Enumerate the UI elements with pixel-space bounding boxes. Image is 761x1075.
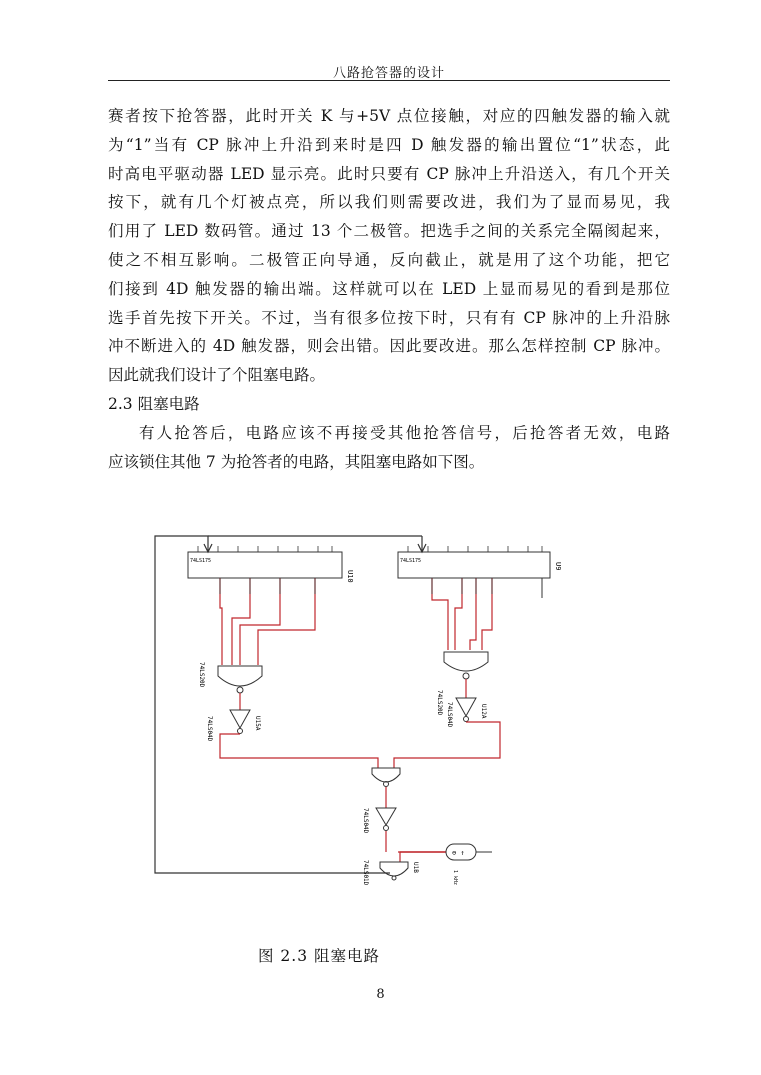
right-nand-gate: [444, 652, 488, 671]
final-gate: [380, 862, 408, 876]
header-rule: [108, 80, 670, 81]
paragraph-line: 按下，就有几个灯被点亮，所以我们则需要改进，我们为了显而易见，我: [108, 193, 670, 212]
right-inverter: [456, 698, 476, 716]
page-number: 8: [376, 987, 385, 1002]
final-gate-part: 74LS01D: [362, 860, 369, 886]
section-heading: 2.3 阻塞电路: [108, 394, 200, 413]
right-nand-label: 74LS20D: [436, 690, 443, 716]
right-nand-bubble: [463, 673, 469, 679]
paragraph-line: 时高电平驱动器 LED 显示亮。此时只要有 CP 脉冲上升沿送入，有几个开关: [108, 164, 670, 183]
clock-label: 1 kHz: [452, 870, 458, 886]
section-paragraph-line: 有人抢答后，电路应该不再接受其他抢答信号，后抢答者无效，电路: [139, 423, 670, 442]
right-chip-output-stubs: [432, 578, 492, 594]
right-flipflop-chip: [398, 552, 550, 578]
bottom-inverter-part: 74LS04D: [362, 808, 369, 834]
paragraph-line: 冲不断进入的 4D 触发器，则会出错。因此要改进。那么怎样控制 CP 脉冲。: [108, 337, 670, 356]
left-inverter-bubble: [238, 729, 243, 734]
left-inverter-part: 74LS04D: [206, 716, 213, 742]
paragraph-line: 们接到 4D 触发器的输出端。这样就可以在 LED 上显而易见的看到是那位: [108, 279, 670, 298]
left-chip-pins: [198, 546, 332, 552]
right-chip-label: U9: [554, 562, 562, 571]
right-to-middle-wire: [394, 722, 500, 768]
final-gate-label: U1B: [412, 862, 419, 873]
middle-nand-gate: [372, 768, 400, 782]
left-nand-bubble: [237, 687, 243, 693]
page-header: 八路抢答器的设计: [332, 66, 445, 81]
left-nand-label: 74LS20D: [198, 662, 205, 688]
final-gate-bubble: [392, 876, 396, 880]
left-nand-gate: [218, 666, 262, 686]
left-to-middle-wire: [220, 734, 378, 768]
section-paragraph-line: 应该锁住其他 7 为抢答者的电路，其阻塞电路如下图。: [108, 452, 485, 471]
clock-wire-top: [400, 852, 446, 862]
right-chip-pins: [408, 546, 542, 552]
clock-source-symbol: ⊖ ↑: [452, 849, 465, 857]
right-inverter-bubble: [464, 717, 469, 722]
circuit-diagram: [150, 490, 710, 920]
right-inverter-part: 74LS04D: [446, 702, 453, 728]
paragraph-line: 因此就我们设计了个阻塞电路。: [108, 366, 326, 385]
left-chip-output-stubs: [220, 578, 315, 594]
paragraph-line: 为“1”当有 CP 脉冲上升沿到来时是四 D 触发器的输出置位“1”状态，此: [108, 135, 670, 154]
figure-caption: 图 2.3 阻塞电路: [258, 947, 381, 965]
body-text: [108, 102, 670, 476]
left-inverter-label: U15A: [254, 716, 261, 731]
paragraph-line: 赛者按下抢答器，此时开关 K 与+5V 点位接触，对应的四触发器的输入就: [108, 107, 670, 125]
paragraph-line: 选手首先按下开关。不过，当有很多位按下时，只有有 CP 脉冲的上升沿脉: [108, 308, 670, 327]
left-chip-output-wires: [220, 578, 315, 665]
left-inverter: [230, 710, 250, 728]
right-inverter-label: U12A: [480, 704, 487, 719]
feedback-wire: [155, 536, 390, 873]
paragraph-line: 使之不相互影响。二极管正向导通，反向截止，就是用了这个功能，把它: [108, 250, 670, 269]
right-chip-part: 74LS175: [400, 558, 422, 564]
bottom-inverter-bubble: [384, 826, 389, 831]
left-chip-label: U10: [346, 570, 354, 583]
left-flipflop-chip: [188, 552, 342, 578]
bottom-inverter: [376, 808, 396, 825]
paragraph-line: 们用了 LED 数码管。通过 13 个二极管。把选手之间的关系完全隔阂起来，: [108, 222, 670, 241]
left-chip-part: 74LS175: [190, 558, 212, 564]
blocking-circuit-figure: [150, 490, 710, 920]
